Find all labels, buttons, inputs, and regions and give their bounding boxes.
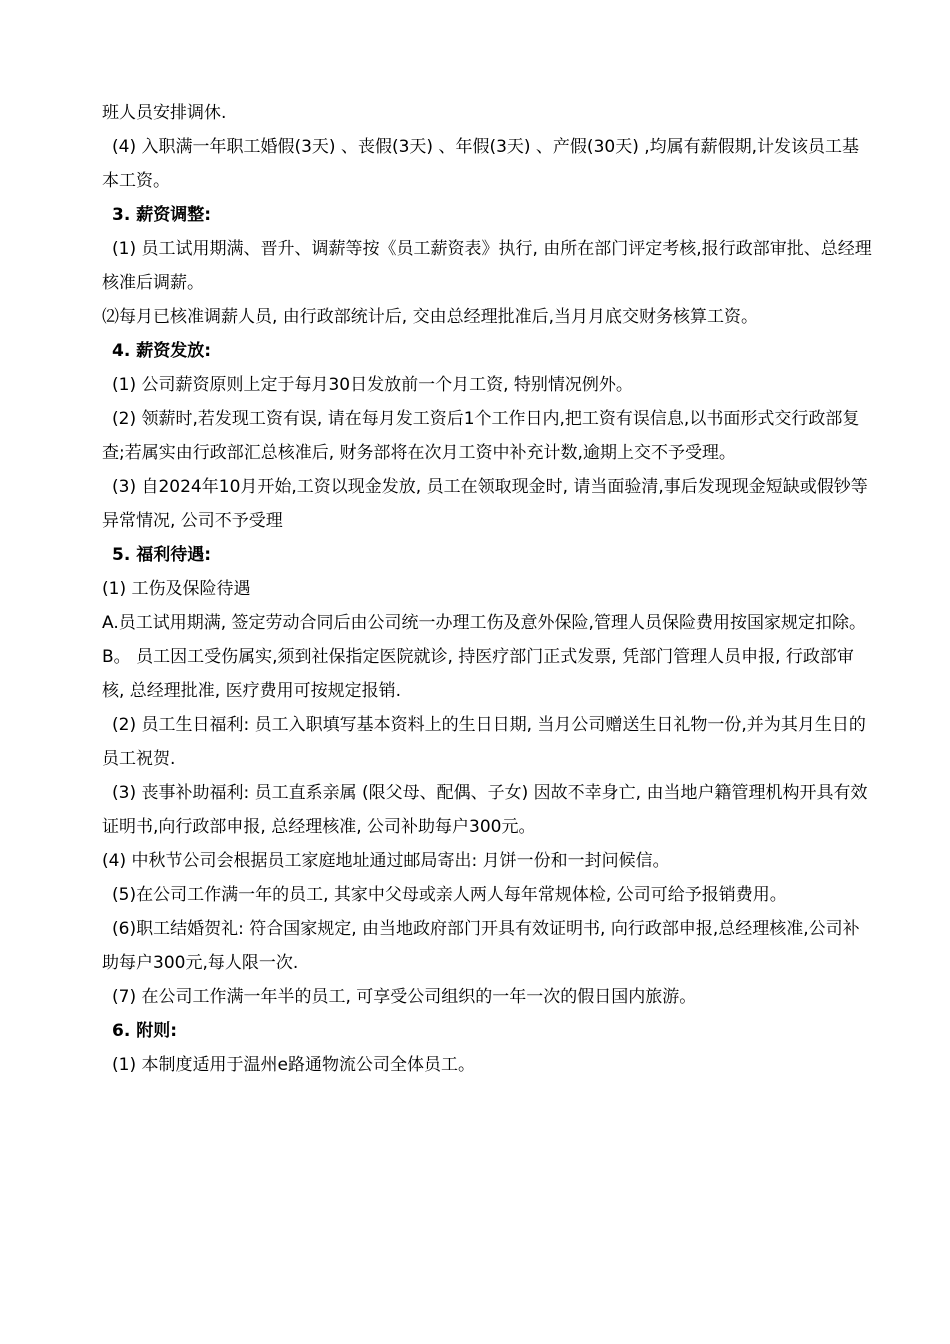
paragraph: 班人员安排调休. [102, 103, 227, 123]
paragraph: (2) 员工生日福利: 员工入职填写基本资料上的生日日期, 当月公司赠送生日礼物一份,并为其月生日的员工祝贺. [102, 715, 866, 769]
paragraph: (3) 自2024年10月开始,工资以现金发放, 员工在领取现金时, 请当面验清,事后发现现金短缺或假钞等异常情况, 公司不予受理 [102, 477, 868, 531]
paragraph: B。 员工因工受伤属实,须到社保指定医院就诊, 持医疗部门正式发票, 凭部门管理人员申报, 行政部审核, 总经理批准, 医疗费用可按规定报销. [102, 647, 854, 701]
paragraph: (4) 入职满一年职工婚假(3天) 、丧假(3天) 、年假(3天) 、产假(30天) ,均属有薪假期,计发该员工基本工资。 [102, 137, 860, 191]
paragraph: (3) 丧事补助福利: 员工直系亲属 (限父母、配偶、子女) 因故不幸身亡, 由当地户籍管理机构开具有效证明书,向行政部申报, 总经理核准, 公司补助每户300元。 [102, 783, 868, 837]
paragraph: ⑵每月已核准调薪人员, 由行政部统计后, 交由总经理批准后,当月月底交财务核算工资。 [102, 307, 759, 327]
paragraph: (1) 公司薪资原则上定于每月30日发放前一个月工资, 特别情况例外。 [112, 375, 633, 395]
paragraph: (1) 工伤及保险待遇 [102, 579, 251, 599]
paragraph: (7) 在公司工作满一年半的员工, 可享受公司组织的一年一次的假日国内旅游。 [112, 987, 697, 1007]
document-body [102, 96, 872, 1082]
paragraph: (1) 员工试用期满、晋升、调薪等按《员工薪资表》执行, 由所在部门评定考核,报行政部审批、总经理核准后调薪。 [102, 239, 872, 293]
paragraph: (6)职工结婚贺礼: 符合国家规定, 由当地政府部门开具有效证明书, 向行政部申报,总经理核准,公司补助每户300元,每人限一次. [102, 919, 860, 973]
paragraph: (4) 中秋节公司会根据员工家庭地址通过邮局寄出: 月饼一份和一封问候信。 [102, 851, 670, 871]
paragraph: (2) 领薪时,若发现工资有误, 请在每月发工资后1个工作日内,把工资有误信息,以书面形式交行政部复查;若属实由行政部汇总核准后, 财务部将在次月工资中补充计数,逾期上交不予受理。 [102, 409, 860, 463]
paragraph: (5)在公司工作满一年的员工, 其家中父母或亲人两人每年常规体检, 公司可给予报销费用。 [112, 885, 787, 905]
section-heading: 5. 福利待遇: [112, 545, 212, 565]
paragraph: (1) 本制度适用于温州e路通物流公司全体员工。 [112, 1055, 475, 1075]
paragraph: A.员工试用期满, 签定劳动合同后由公司统一办理工伤及意外保险,管理人员保险费用按国家规定扣除。 [102, 613, 866, 633]
section-heading: 3. 薪资调整: [112, 205, 212, 225]
section-heading: 4. 薪资发放: [112, 341, 212, 361]
section-heading: 6. 附则: [112, 1021, 178, 1041]
